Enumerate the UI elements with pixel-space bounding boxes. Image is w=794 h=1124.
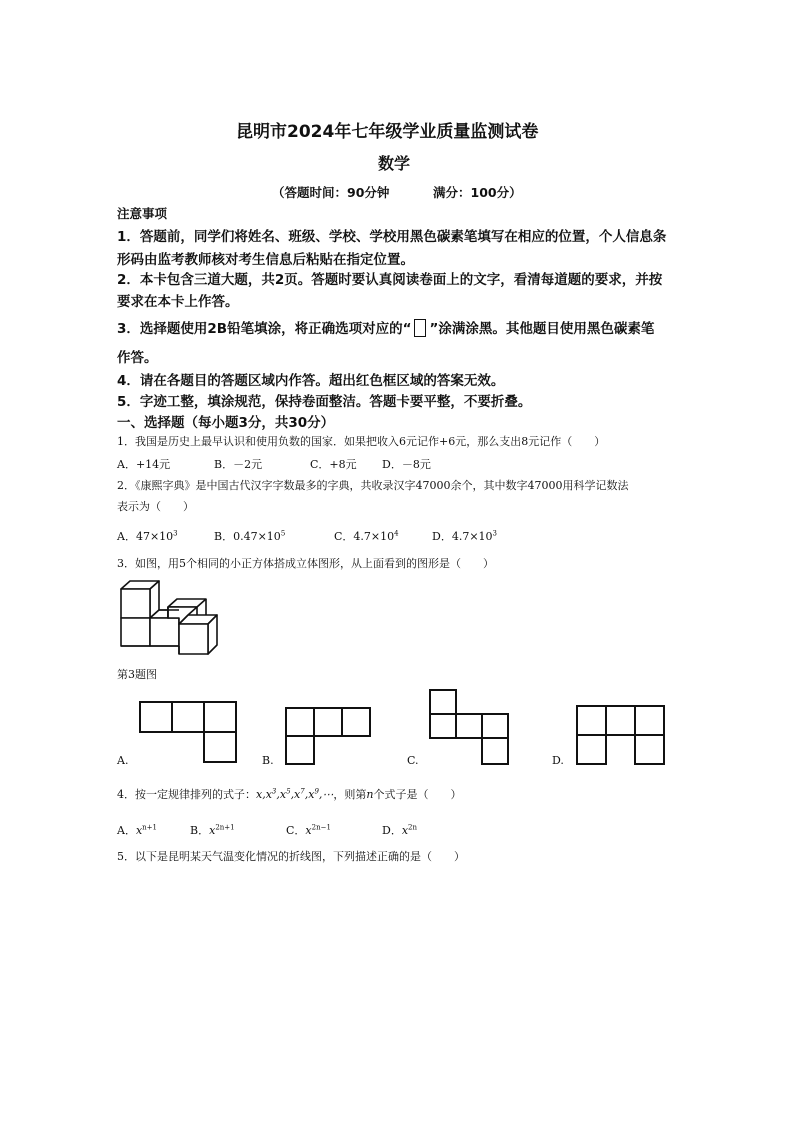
q2-stem-cont: 表示为（ ）	[117, 500, 194, 513]
notice-item-1: 1．答题前，同学们将姓名、班级、学校、学校用黑色碳素笔填写在相应的位置，个人信息条	[117, 229, 667, 245]
q2-option-b: B．$0.47\times 10^5$	[214, 529, 286, 543]
q1-option-c: C．+8元	[310, 458, 357, 471]
notice-item-3-cont: 作答。	[117, 350, 158, 366]
score-info: 满分：100分）	[433, 185, 522, 200]
section-1-heading: 一、选择题（每小题3分，共30分）	[117, 415, 335, 431]
notice-item-3	[117, 317, 654, 337]
q3-cube-figure	[117, 578, 223, 658]
q4-sequence: $x,x^3,x^5,x^7,x^9,\cdots$	[256, 787, 334, 801]
notice-item-2: 2．本卡包含三道大题，共2页。答题时要认真阅读卷面上的文字，看清每道题的要求，并按	[117, 272, 663, 288]
q1-option-b: B．－2元	[214, 458, 263, 471]
q3-option-d: D.	[552, 754, 564, 767]
q5-stem: 5．以下是昆明某天气温变化情况的折线图，下列描述正确的是（ ）	[117, 850, 465, 863]
notice-item-2-cont: 要求在本卡上作答。	[117, 294, 239, 310]
q3-option-d-grid	[575, 704, 667, 766]
q3-option-c-grid	[428, 688, 510, 768]
q4-stem: 4．按一定规律排列的式子：$x,x^3,x^5,x^7,x^9,\cdots$，则第n个式子是（ ）	[117, 787, 462, 801]
q3-option-a: A.	[117, 754, 129, 767]
q1-option-d: D．－8元	[382, 458, 431, 471]
q4-option-d: D．$x^{2n}$	[382, 823, 418, 837]
bubble-bracket-icon	[414, 319, 426, 337]
notice-item-4: 4．请在各题目的答题区域内作答。超出红色框区域的答案无效。	[117, 373, 505, 389]
q3-option-a-grid	[138, 700, 238, 764]
q3-stem: 3．如图，用5个相同的小正方体搭成立体图形，从上面看到的图形是（ ）	[117, 557, 494, 570]
q3-option-b: B.	[262, 754, 274, 767]
q4-option-b: B．$x^{2n+1}$	[190, 823, 235, 837]
notice-item-3-suffix: ”涂满涂黑。其他题目使用黑色碳素笔	[429, 321, 655, 337]
exam-title: 昆明市2024年七年级学业质量监测试卷	[236, 122, 539, 142]
q2-option-c: C．$4.7\times 10^4$	[334, 529, 399, 543]
q3-option-b-grid	[284, 706, 372, 766]
q3-option-c: C.	[407, 754, 419, 767]
notice-heading: 注意事项	[117, 206, 168, 221]
q3-figure-caption: 第3题图	[117, 668, 157, 681]
notice-item-1-cont: 形码由监考教师核对考生信息后粘贴在指定位置。	[117, 252, 414, 268]
q2-stem: 2．《康熙字典》是中国古代汉字字数最多的字典，共收录汉字47000余个，其中数字47000用科学记数法	[117, 479, 629, 492]
notice-item-5: 5．字迹工整，填涂规范，保持卷面整洁。答题卡要平整，不要折叠。	[117, 394, 532, 410]
q1-stem: 1．我国是历史上最早认识和使用负数的国家．如果把收入6元记作+6元，那么支出8元记作（ ）	[117, 435, 606, 448]
q4-option-c: C．$x^{2n-1}$	[286, 823, 331, 837]
notice-item-3-prefix: 3．选择题使用2B铅笔填涂，将正确选项对应的“	[117, 321, 412, 337]
q2-option-a: A．$47\times 10^3$	[117, 529, 178, 543]
subject-title: 数学	[378, 154, 411, 173]
q4-option-a: A．$x^{n+1}$	[117, 823, 157, 837]
q1-option-a: A．+14元	[117, 458, 171, 471]
q2-option-d: D．$4.7\times 10^3$	[432, 529, 498, 543]
time-info: （答题时间：90分钟	[272, 185, 390, 200]
